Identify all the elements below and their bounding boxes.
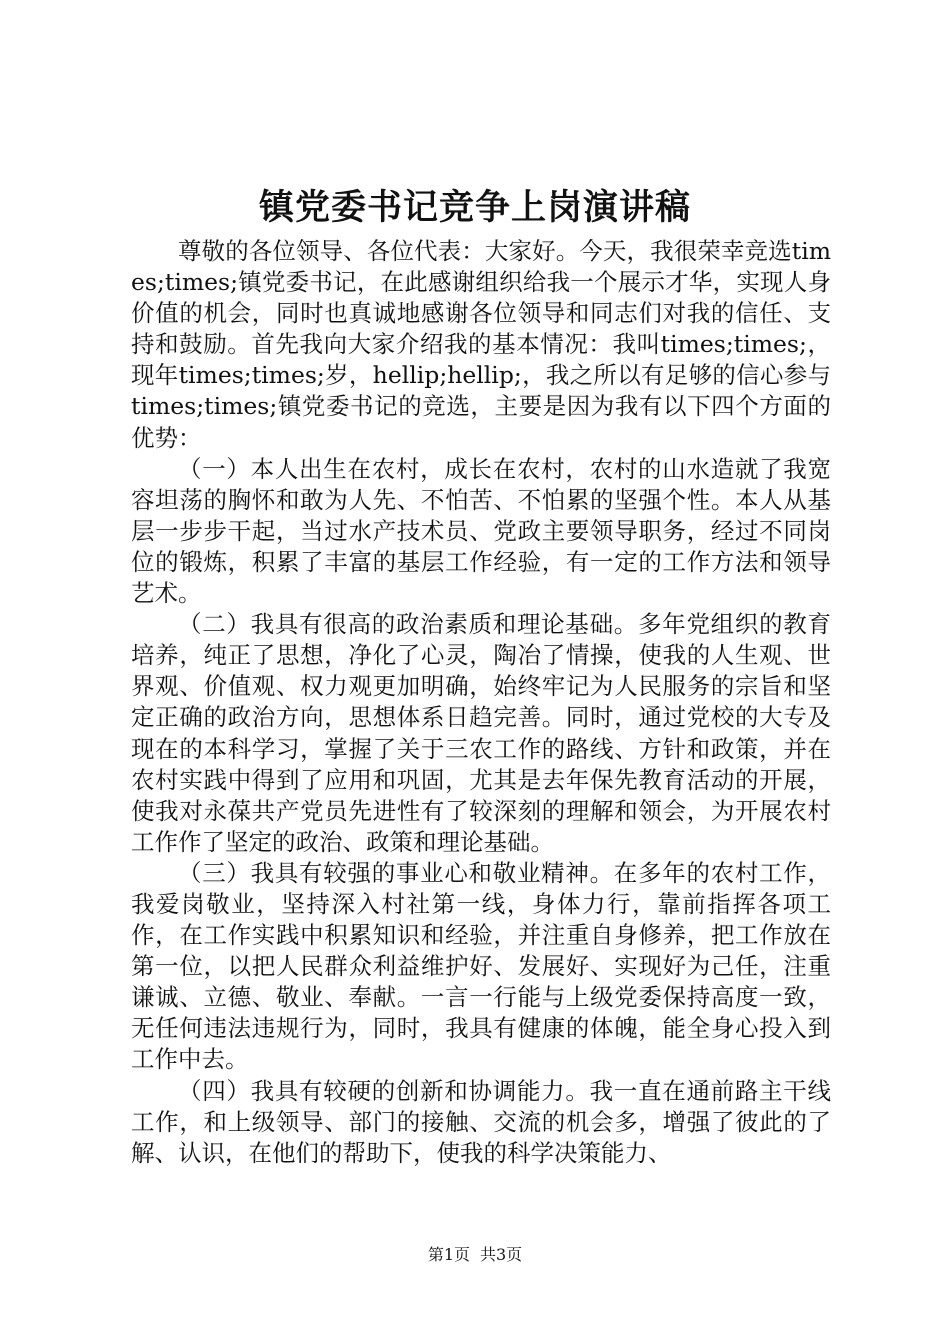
paragraph-advantage-2: （二）我具有很高的政治素质和理论基础。多年党组织的教育培养，纯正了思想，净化了心灵，陶冶了情操，使我的人生观、世界观、价值观、权力观更加明确，始终牢记为人民服务的宗旨和坚定正确的政治方向，思想体系日趋完善。同时，通过党校的大专及现在的本科学习，掌握了关于三农工作的路线、方针和政策，并在农村实践中得到了应用和巩固，尤其是去年保先教育活动的开展，使我对永葆共产党员先进性有了较深刻的理解和领会，为开展农村工作作了坚定的政治、政策和理论基础。 bbox=[131, 610, 831, 856]
document-body bbox=[131, 236, 831, 1169]
paragraph-advantage-3: （三）我具有较强的事业心和敬业精神。在多年的农村工作，我爱岗敬业，坚持深入村社第一线，身体力行，靠前指挥各项工作，在工作实践中积累知识和经验，并注重自身修养，把工作放在第一位，以把人民群众利益维护好、发展好、实现好为己任，注重谦诚、立德、敬业、奉献。一言一行能与上级党委保持高度一致，无任何违法违规行为，同时，我具有健康的体魄，能全身心投入到工作中去。 bbox=[131, 858, 831, 1074]
paragraph-opening: 尊敬的各位领导、各位代表：大家好。今天，我很荣幸竞选times;times;镇党委书记，在此感谢组织给我一个展示才华，实现人身价值的机会，同时也真诚地感谢各位领导和同志们对我的信任、支持和鼓励。首先我向大家介绍我的基本情况：我叫times;times;，现年times;times;岁，hellip;hellip;，我之所以有足够的信心参与times;times;镇党委书记的竞选，主要是因为我有以下四个方面的优势： bbox=[131, 237, 831, 452]
page-footer bbox=[0, 1244, 950, 1266]
paragraph-advantage-4: （四）我具有较硬的创新和协调能力。我一直在通前路主干线工作，和上级领导、部门的接触、交流的机会多，增强了彼此的了解、认识，在他们的帮助下，使我的科学决策能力、 bbox=[131, 1076, 831, 1167]
document-title: 镇党委书记竞争上岗演讲稿 bbox=[258, 187, 691, 228]
page-number-current: 第1页 bbox=[427, 1245, 470, 1264]
page-number-total: 共3页 bbox=[480, 1245, 523, 1264]
paragraph-advantage-1: （一）本人出生在农村，成长在农村，农村的山水造就了我宽容坦荡的胸怀和敢为人先、不怕苦、不怕累的坚强个性。本人从基层一步步干起，当过水产技术员、党政主要领导职务，经过不同岗位的锻炼，积累了丰富的基层工作经验，有一定的工作方法和领导艺术。 bbox=[131, 454, 831, 608]
